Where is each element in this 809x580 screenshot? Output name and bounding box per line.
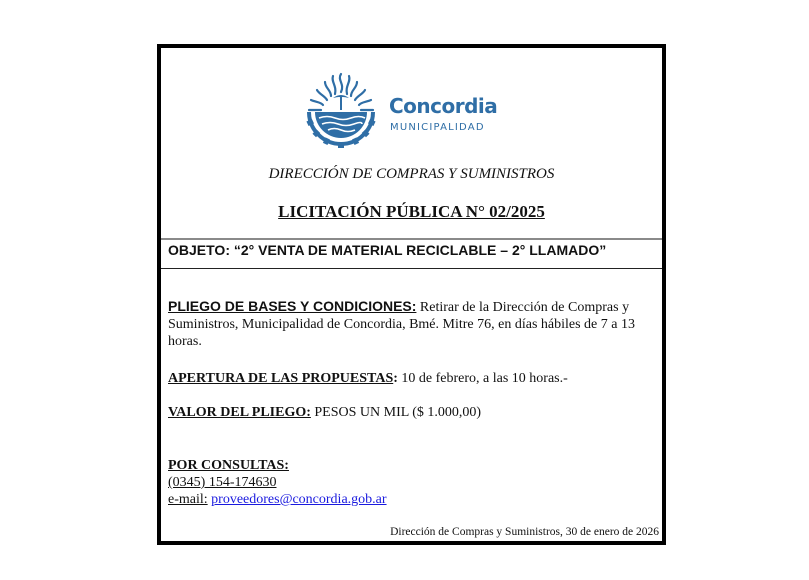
municipality-logo: [301, 68, 521, 148]
department-heading: DIRECCIÓN DE COMPRAS Y SUMINISTROS: [268, 166, 555, 182]
consultas-section: [168, 457, 658, 508]
pliego-label: PLIEGO DE BASES Y CONDICIONES:: [168, 298, 417, 314]
apertura-text: 10 de febrero, a las 10 horas.-: [397, 371, 568, 386]
pliego-text: Retirar de la Dirección de Compras y Suministros, Municipalidad de Concordia, Bmé. Mitre 76, en días hábiles de 7 a 13 horas.: [168, 300, 635, 349]
divider-top: [161, 238, 662, 240]
valor-text: PESOS UN MIL ($ 1.000,00): [310, 405, 482, 420]
tender-title: LICITACIÓN PÚBLICA N° 02/2025: [278, 202, 545, 221]
footer-signature: Dirección de Compras y Suministros, 30 de enero de 2026: [390, 526, 659, 538]
tender-object: OBJETO: “2° VENTA DE MATERIAL RECICLABLE – 2° LLAMADO”: [168, 242, 607, 258]
logo-subtitle: MUNICIPALIDAD: [390, 122, 485, 133]
valor-label: VALOR DEL PLIEGO:: [168, 405, 311, 420]
consultas-phone[interactable]: (0345) 154-174630: [168, 475, 277, 490]
valor-section: [168, 404, 658, 421]
email-link[interactable]: proveedores@concordia.gob.ar: [211, 492, 387, 507]
email-label: e-mail:: [168, 492, 208, 507]
pliego-section: [168, 298, 658, 350]
apertura-colon: :: [393, 371, 398, 386]
notice-frame: [157, 44, 666, 545]
apertura-label: APERTURA DE LAS PROPUESTAS: [168, 371, 394, 386]
divider-bottom: [161, 268, 662, 269]
consultas-label: POR CONSULTAS:: [168, 458, 289, 473]
logo-brand-name: Concordia: [389, 94, 498, 118]
apertura-section: [168, 370, 658, 387]
concordia-sun-emblem-icon: [301, 68, 381, 148]
